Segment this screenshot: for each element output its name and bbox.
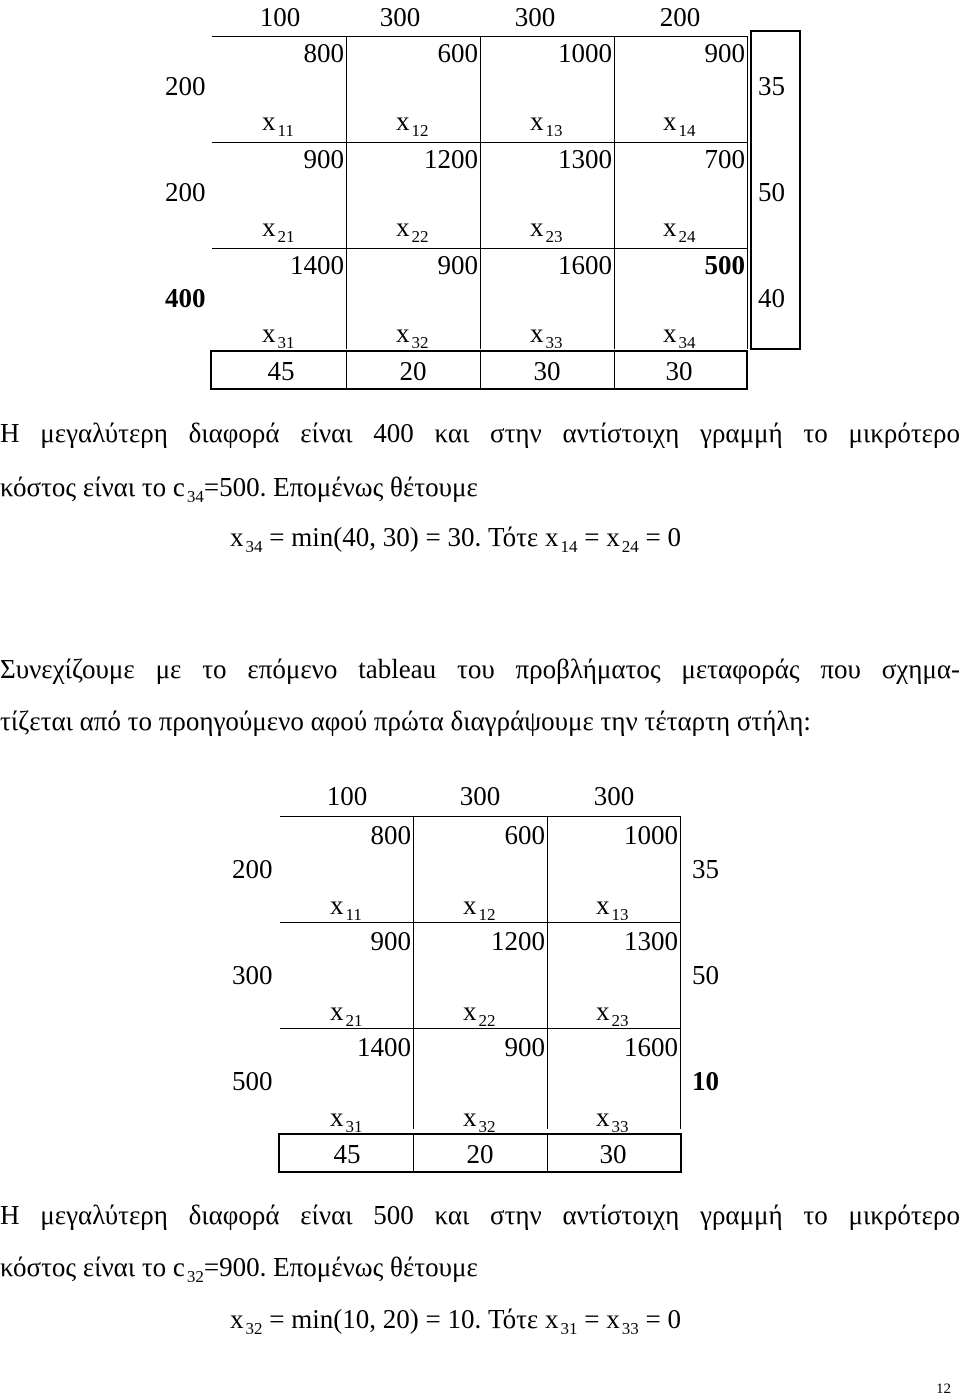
cost-21: 900 <box>303 144 344 174</box>
row-penalty-2: 50 <box>692 960 719 990</box>
grid-line <box>614 36 615 349</box>
supply-1: 200 <box>232 854 273 884</box>
grid-line <box>480 36 481 349</box>
paragraph-1-equation: x $_{34}$ = min(40, 30) = 30. Τότε x $_{14}$ = x $_{24}$ = 0 <box>230 522 681 556</box>
cost-33: 1600 <box>558 250 612 280</box>
var-x31: x $_{31}$ <box>330 1102 363 1136</box>
page-number: 12 <box>936 1381 951 1397</box>
var-x24: x $_{24}$ <box>663 212 696 246</box>
cost-34: 500 <box>704 250 745 280</box>
row-penalty-3: 40 <box>758 283 785 313</box>
demand-1: 100 <box>259 2 301 32</box>
var-x33: x $_{33}$ <box>530 318 563 352</box>
row-penalty-1: 35 <box>758 71 785 101</box>
grid-line <box>480 350 481 390</box>
cost-21: 900 <box>370 926 411 956</box>
var-x23: x $_{23}$ <box>596 996 629 1030</box>
var-x14: x $_{14}$ <box>663 106 696 140</box>
var-x13: x $_{13}$ <box>596 890 629 924</box>
var-x33: x $_{33}$ <box>596 1102 629 1136</box>
grid-line <box>680 816 681 1129</box>
cost-11: 800 <box>370 820 411 850</box>
paragraph-3-line-1: Η μεγαλύτερη διαφορά είναι 500 και στην αντίστοιχη γραμμή το μικρότερο <box>0 1200 960 1230</box>
cost-32: 900 <box>437 250 478 280</box>
row-penalty-3: 10 <box>692 1066 719 1096</box>
col-penalty-2: 20 <box>399 356 427 386</box>
col-penalty-1: 45 <box>267 356 295 386</box>
cost-12: 600 <box>504 820 545 850</box>
paragraph-2-line-2: τίζεται από το προηγούμενο αφού πρώτα διαγράψουμε την τέταρτη στήλη: <box>0 706 811 736</box>
row-penalty-1: 35 <box>692 854 719 884</box>
demand-4: 200 <box>659 2 701 32</box>
cost-13: 1000 <box>624 820 678 850</box>
grid-line <box>413 1133 414 1173</box>
grid-line <box>280 816 680 817</box>
demand-2: 300 <box>459 781 501 811</box>
col-penalty-1: 45 <box>333 1139 361 1169</box>
cost-23: 1300 <box>558 144 612 174</box>
var-x21: x $_{21}$ <box>262 212 295 246</box>
col-penalty-3: 30 <box>533 356 561 386</box>
cost-13: 1000 <box>558 38 612 68</box>
supply-3: 500 <box>232 1066 273 1096</box>
cost-11: 800 <box>303 38 344 68</box>
col-penalty-4: 30 <box>665 356 693 386</box>
demand-3: 300 <box>593 781 635 811</box>
paragraph-1-line-1: Η μεγαλύτερη διαφορά είναι 400 και στην αντίστοιχη γραμμή το μικρότερο <box>0 418 960 448</box>
var-x21: x $_{21}$ <box>330 996 363 1030</box>
cost-33: 1600 <box>624 1032 678 1062</box>
var-x34: x $_{34}$ <box>663 318 696 352</box>
cost-31: 1400 <box>290 250 344 280</box>
var-x32: x $_{32}$ <box>396 318 429 352</box>
supply-2: 200 <box>165 177 206 207</box>
col-penalty-3: 30 <box>599 1139 627 1169</box>
supply-1: 200 <box>165 71 206 101</box>
cost-24: 700 <box>704 144 745 174</box>
row-penalty-2: 50 <box>758 177 785 207</box>
demand-1: 100 <box>326 781 368 811</box>
paragraph-3-line-2: κόστος είναι το c $_{32}$=900. Επομένως θέτουμε <box>0 1252 478 1286</box>
var-x31: x $_{31}$ <box>262 318 295 352</box>
grid-line <box>614 350 615 390</box>
cost-14: 900 <box>704 38 745 68</box>
grid-line <box>346 36 347 349</box>
cost-22: 1200 <box>491 926 545 956</box>
paragraph-2-line-1: Συνεχίζουμε με το επόμενο tableau του προβλήματος μεταφοράς που σχημα- <box>0 654 960 684</box>
cost-31: 1400 <box>357 1032 411 1062</box>
demand-3: 300 <box>514 2 556 32</box>
cost-12: 600 <box>437 38 478 68</box>
grid-line <box>547 816 548 1129</box>
demand-2: 300 <box>379 2 421 32</box>
paragraph-1-line-2: κόστος είναι το c $_{34}$=500. Επομένως θέτουμε <box>0 472 478 506</box>
cost-23: 1300 <box>624 926 678 956</box>
var-x12: x $_{12}$ <box>396 106 429 140</box>
var-x22: x $_{22}$ <box>463 996 496 1030</box>
grid-line <box>413 816 414 1129</box>
supply-2: 300 <box>232 960 273 990</box>
col-penalty-2: 20 <box>466 1139 494 1169</box>
var-x32: x $_{32}$ <box>463 1102 496 1136</box>
paragraph-3-equation: x $_{32}$ = min(10, 20) = 10. Τότε x $_{31}$ = x $_{33}$ = 0 <box>230 1304 681 1338</box>
grid-line <box>747 36 748 349</box>
var-x11: x $_{11}$ <box>330 890 362 924</box>
cost-32: 900 <box>504 1032 545 1062</box>
var-x11: x $_{11}$ <box>262 106 294 140</box>
supply-3: 400 <box>165 283 206 313</box>
var-x23: x $_{23}$ <box>530 212 563 246</box>
var-x22: x $_{22}$ <box>396 212 429 246</box>
cost-22: 1200 <box>424 144 478 174</box>
grid-line <box>547 1133 548 1173</box>
var-x12: x $_{12}$ <box>463 890 496 924</box>
var-x13: x $_{13}$ <box>530 106 563 140</box>
grid-line <box>346 350 347 390</box>
